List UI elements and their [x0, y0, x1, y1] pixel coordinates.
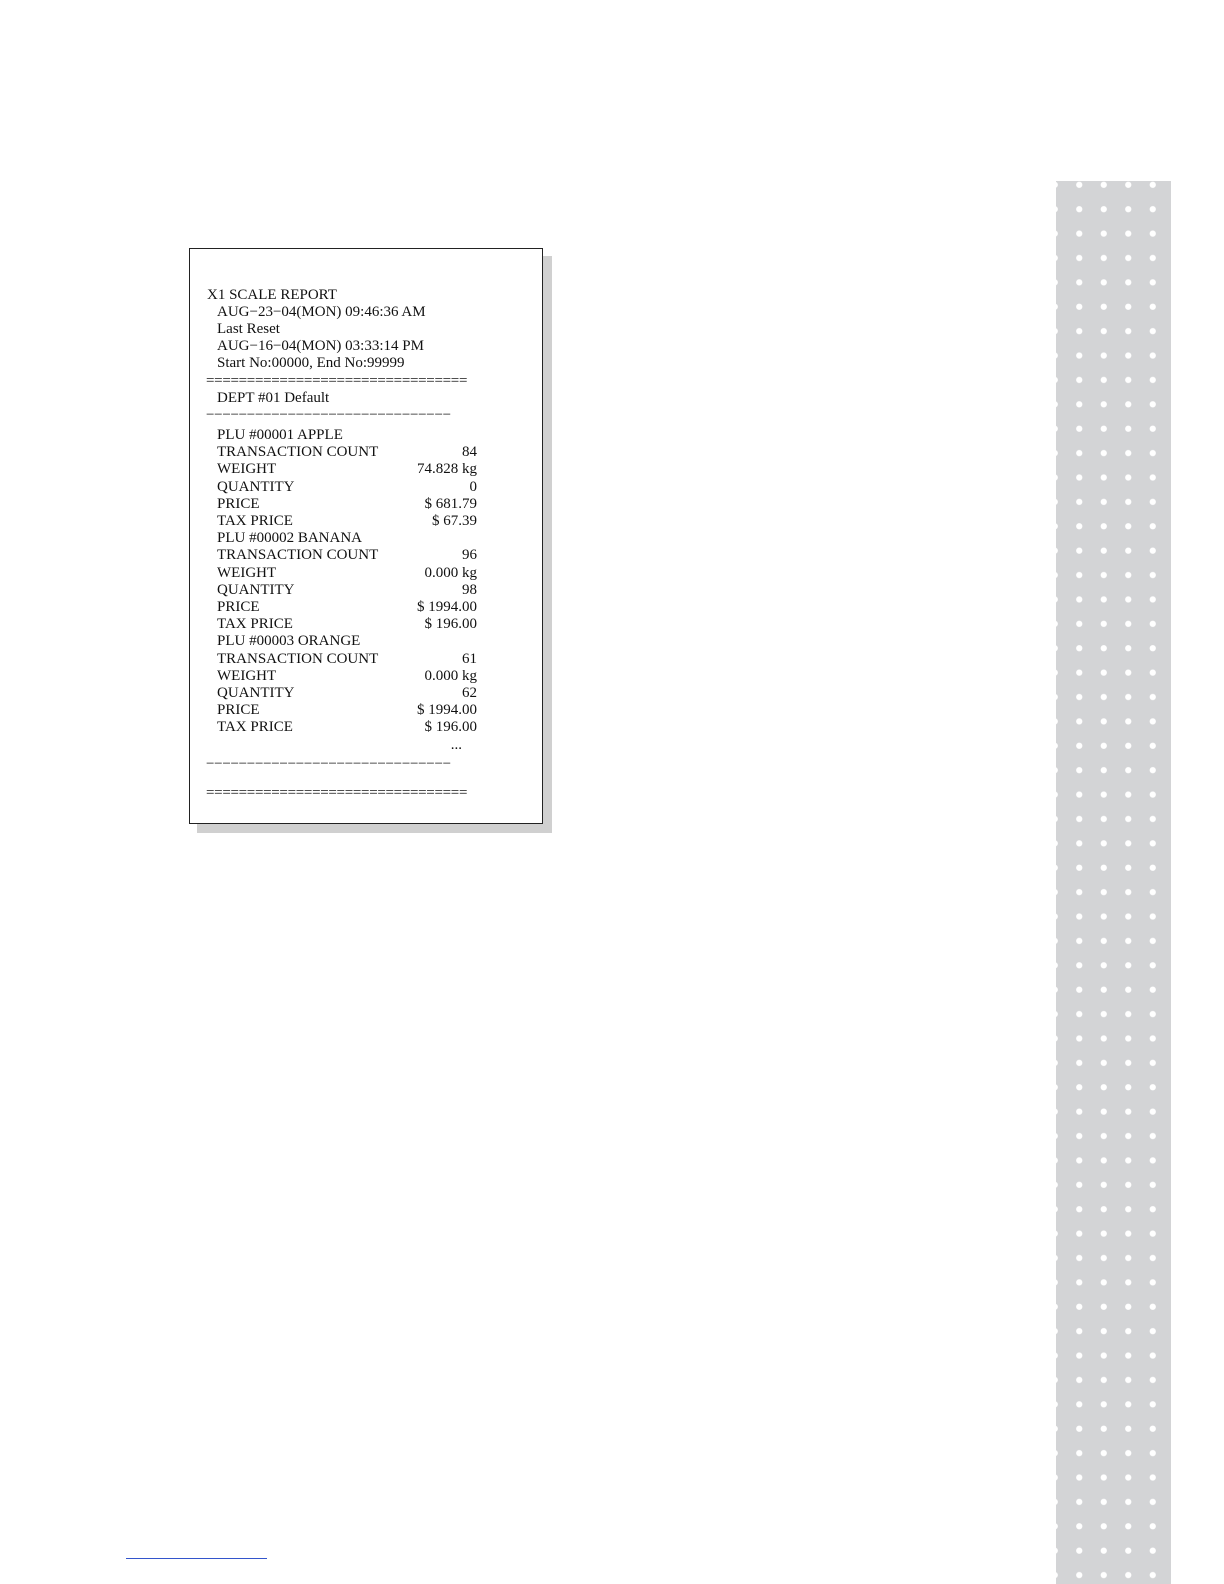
- plu-row-value: 62: [462, 685, 477, 701]
- plu-row-value: 61: [462, 650, 477, 667]
- plu-header: PLU #00001 APPLE: [217, 427, 343, 443]
- dotted-sidebar: [1056, 181, 1171, 1584]
- plu-row-label: QUANTITY: [217, 581, 295, 598]
- plu-row-label: TAX PRICE: [217, 513, 293, 529]
- ellipsis: ...: [450, 737, 462, 753]
- plu-row-value: 0.000 kg: [424, 667, 477, 684]
- plu-row-label: WEIGHT: [217, 461, 277, 478]
- plu-row-value: $ 196.00: [424, 616, 477, 633]
- report-title: X1 SCALE REPORT: [207, 287, 337, 303]
- double-rule-bottom: ================================: [206, 786, 468, 800]
- single-rule-bottom: −−−−−−−−−−−−−−−−−−−−−−−−−−−−−−: [206, 757, 451, 771]
- plu-row-value: 0: [469, 478, 477, 495]
- number-range: Start No:00000, End No:99999: [217, 355, 405, 371]
- plu-row-value: $ 67.39: [432, 513, 477, 529]
- footer-link-underline: [126, 1558, 267, 1559]
- plu-row-label: TRANSACTION COUNT: [217, 547, 379, 564]
- plu-row-label: TAX PRICE: [217, 719, 293, 736]
- report-date: AUG−23−04(MON) 09:46:36 AM: [217, 304, 426, 320]
- plu-row-label: PRICE: [217, 495, 260, 512]
- plu-header: PLU #00003 ORANGE: [217, 633, 361, 650]
- plu-row-value: $ 1994.00: [417, 702, 477, 719]
- plu-row-label: TRANSACTION COUNT: [217, 650, 379, 667]
- plu-row-label: QUANTITY: [217, 478, 295, 495]
- plu-row-label: WEIGHT: [217, 667, 277, 684]
- plu-row-value: 98: [462, 581, 477, 598]
- plu-row-label: TRANSACTION COUNT: [217, 444, 379, 461]
- scale-report-receipt: [189, 248, 543, 824]
- plu-row-value: $ 681.79: [424, 495, 477, 512]
- plu-row-value: $ 196.00: [424, 719, 477, 736]
- plu-row-label: TAX PRICE: [217, 616, 293, 633]
- plu-row-value: $ 1994.00: [417, 599, 477, 615]
- plu-row-value: 74.828 kg: [417, 461, 477, 478]
- plu-row-value: 0.000 kg: [424, 564, 477, 581]
- dept-label: DEPT #01 Default: [217, 390, 330, 406]
- plu-row-label: PRICE: [217, 599, 260, 615]
- last-reset-date: AUG−16−04(MON) 03:33:14 PM: [217, 338, 424, 354]
- plu-row-label: PRICE: [217, 702, 260, 719]
- plu-row-label: WEIGHT: [217, 564, 277, 581]
- last-reset-label: Last Reset: [217, 321, 280, 337]
- double-rule-top: ================================: [206, 374, 468, 388]
- plu-row-value: 84: [462, 444, 477, 461]
- plu-row-value: 96: [462, 547, 477, 564]
- plu-header: PLU #00002 BANANA: [217, 530, 363, 547]
- plu-row-label: QUANTITY: [217, 685, 295, 701]
- single-rule-top: −−−−−−−−−−−−−−−−−−−−−−−−−−−−−−: [206, 408, 451, 422]
